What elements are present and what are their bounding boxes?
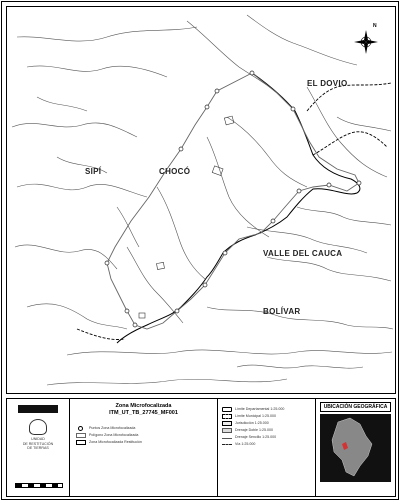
convention-label: Jurisdicción 1:25.000 xyxy=(235,421,269,426)
org-name-line-1: UNIDAD xyxy=(31,437,45,441)
location-cell xyxy=(316,399,395,496)
convention-double-drain xyxy=(222,428,311,433)
place-label-choco: CHOCÓ xyxy=(159,167,191,176)
zone-cell xyxy=(70,399,218,496)
location-title: UBICACIÓN GEOGRÁFICA xyxy=(320,402,391,412)
department-boundary xyxy=(117,73,360,343)
place-label-bolivar: BOLÍVAR xyxy=(263,307,301,316)
double-drain-symbol xyxy=(222,428,232,433)
convention-department-limit xyxy=(222,407,311,412)
minagricultura-logo xyxy=(18,405,58,413)
convention-label: Drenaje Doble 1:25.000 xyxy=(235,428,273,433)
colombia-outline-icon xyxy=(320,414,391,482)
logo-cell xyxy=(7,399,70,496)
convention-label: Límite Municipal 1:25.000 xyxy=(235,414,276,419)
place-label-sipi: SIPÍ xyxy=(85,167,102,176)
zone-code: ITM_UT_TB_27745_MF001 xyxy=(109,409,178,416)
legend-item-zone-polygon xyxy=(76,433,211,438)
legend-item-zone-points xyxy=(76,426,211,431)
legend-item-label: Polígono Zona Microfocalizada xyxy=(89,433,139,438)
org-name-line-2: DE RESTITUCIÓN xyxy=(22,441,54,446)
org-name xyxy=(7,437,69,451)
map-canvas[interactable] xyxy=(7,7,395,393)
map-legend xyxy=(6,398,396,497)
survey-point-icon xyxy=(78,426,83,431)
org-name-line-3: DE TIERRAS xyxy=(27,446,49,450)
legend-item-label: Zona Microfocalizada Restitución xyxy=(89,440,142,445)
conventions-cell xyxy=(218,399,316,496)
convention-municipal-limit xyxy=(222,414,311,419)
road-symbol xyxy=(222,444,232,445)
scale-bar xyxy=(15,483,63,488)
convention-single-drain xyxy=(222,435,311,440)
single-drain-symbol xyxy=(222,438,232,439)
legend-item-zone-restitution xyxy=(76,440,211,445)
place-label-el-dovio: EL DOVIO xyxy=(307,79,348,88)
location-inset-map xyxy=(320,414,391,482)
jurisdiction-symbol xyxy=(222,421,232,426)
convention-label: Vía 1:25.000 xyxy=(235,441,256,446)
compass-rose-icon xyxy=(353,23,379,55)
rt-emblem-icon xyxy=(29,419,47,435)
zone-polygon-symbol xyxy=(76,433,86,438)
compass-north-label: N xyxy=(373,23,377,29)
department-limit-symbol xyxy=(222,407,232,412)
survey-points[interactable] xyxy=(105,71,361,327)
municipal-limit-symbol xyxy=(222,414,232,419)
place-label-valle-del-cauca: VALLE DEL CAUCA xyxy=(263,249,343,258)
zone-polygon[interactable] xyxy=(107,73,359,329)
convention-label: Drenaje Sencillo 1:25.000 xyxy=(235,435,277,439)
map-frame xyxy=(6,6,396,394)
map-sheet xyxy=(1,1,399,500)
convention-jurisdiction xyxy=(222,421,311,426)
convention-road xyxy=(222,442,311,447)
zone-restitution-symbol xyxy=(76,440,86,445)
small-parcels xyxy=(139,116,234,318)
drainage-network xyxy=(12,15,393,385)
zone-label: Zona Microfocalizada xyxy=(115,403,172,409)
legend-item-label: Puntos Zona Microfocalizada xyxy=(89,426,136,431)
convention-label: Límite Departamental 1:25.000 xyxy=(235,407,285,412)
